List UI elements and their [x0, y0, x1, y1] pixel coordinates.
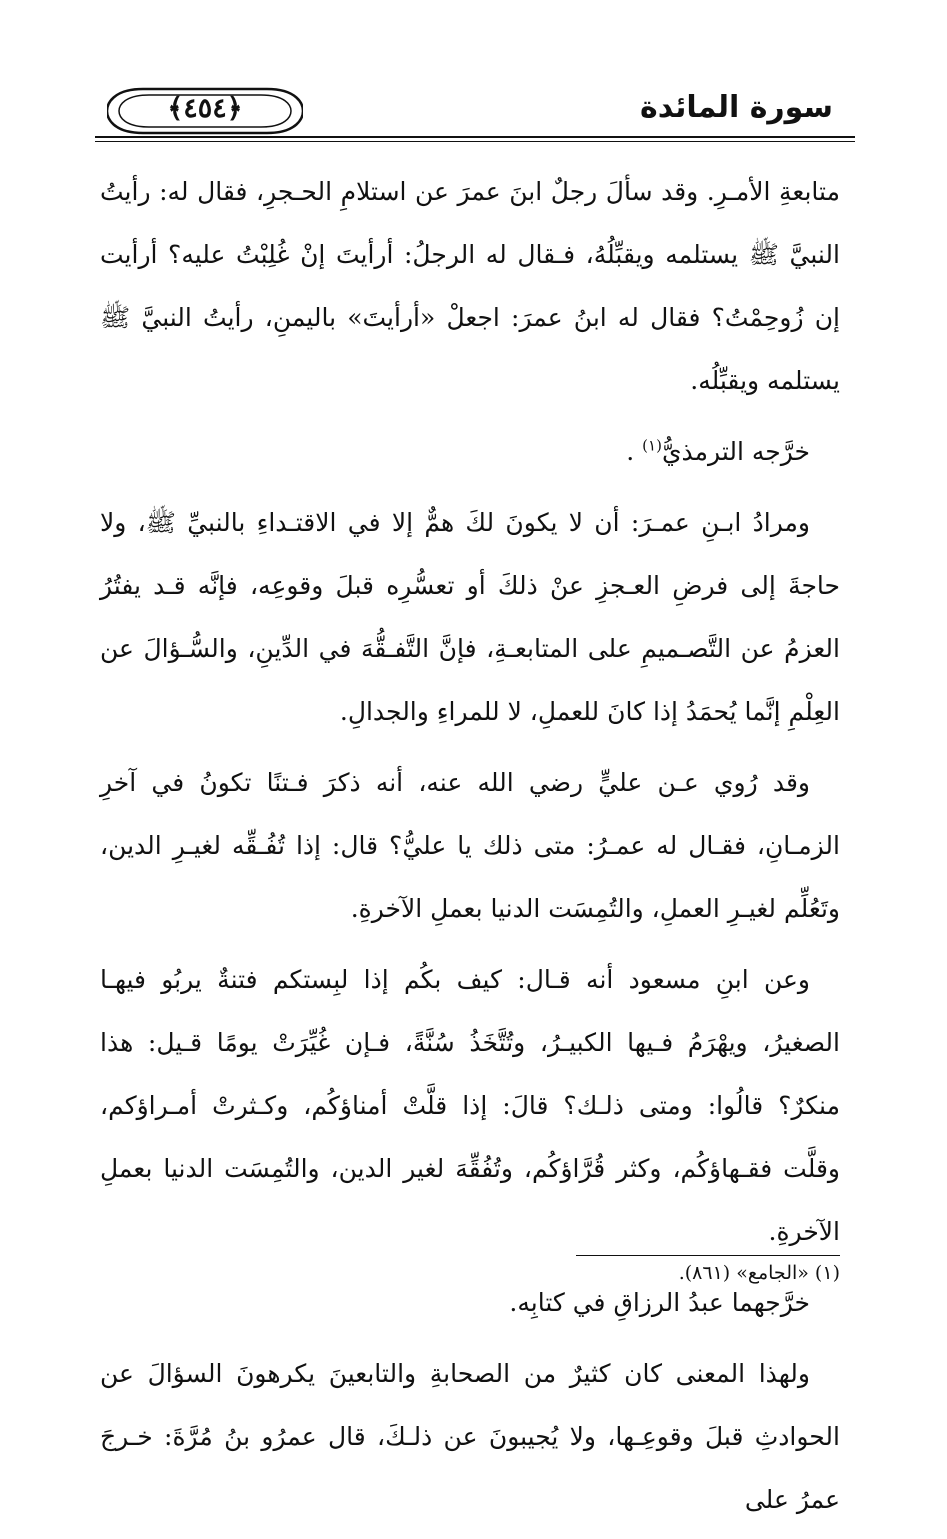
header-divider — [95, 136, 855, 138]
paragraph-citation: خرَّجه الترمذيُّ$^{(١)}$ . — [626, 436, 810, 466]
footnote-divider — [576, 1255, 840, 1256]
footnote: (١) «الجامع» (٨٦١). — [678, 1262, 840, 1284]
header-divider-thin — [95, 141, 855, 142]
paragraph: متابعةِ الأمـرِ. وقد سألَ رجلٌ ابنَ عمرَ عن استلامِ الحـجرِ، فقال له: رأيتُ النبيَّ ﷺ يستلمه ويقبِّلُهُ، فـقال له الرجلُ: أرأيتَ إنْ غُلِبْتُ عليه؟ أرأيت إن زُوحِمْتُ؟ فقال له ابنُ عمرَ: اجعلْ «أرأيتَ» باليمنِ، رأيتُ النبيَّ ﷺ يستلمه ويقبِّلُه. — [100, 177, 840, 395]
page-header — [95, 80, 855, 140]
paragraph: ولهذا المعنى كان كثيرٌ من الصحابةِ والتابعينَ يكرهونَ السؤالَ عن الحوادثِ قبلَ وقوعِـها، ولا يُجيبونَ عن ذلـكَ، قال عمرُو بنُ مُرَّةَ: خـرجَ عمرُ على — [100, 1359, 840, 1514]
paragraph: وعن ابنِ مسعود أنه قـال: كيف بكُم إذا لبِستكم فتنةٌ يربُو فيهـا الصغيرُ، ويهْرَمُ فـيها الكبيـرُ، وتُتَّخَذُ سُنَّةً، فـإن غُيِّرَتْ يومًا قـيل: هذا منكرٌ؟ قالُوا: ومتى ذلـك؟ قالَ: إذا قلَّتْ أمناؤكُم، وكـثرتْ أمـراؤكم، وقلَّت فقـهاؤكُم، وكثر قُرَّاؤكُم، وتُفُقِّهَ لغير الدين، والتُمِسَت الدنيا بعملِ الآخرةِ. — [100, 965, 840, 1246]
surah-title: سورة المائدة — [640, 90, 833, 125]
page-number-badge — [107, 86, 303, 136]
paragraph: وقد رُوي عـن عليٍّ رضي الله عنه، أنه ذكرَ فـتنًا تكونُ في آخرِ الزمـانِ، فقـال له عمـرُ: متى ذلك يا عليُّ؟ قال: إذا تُفُـقِّه لغيـرِ الدين، وتَعُلِّم لغيـرِ العملِ، والتُمِسَت الدنيا بعملِ الآخرةِ. — [100, 768, 840, 923]
footnote-reference: (١) — [642, 436, 662, 455]
paragraph: خرَّجهما عبدُ الرزاقِ في كتابِه. — [509, 1288, 810, 1317]
paragraph: ومرادُ ابـنِ عمـرَ: أن لا يكونَ لكَ همٌّ إلا في الاقتـداءِ بالنبيِّ ﷺ، ولا حاجةَ إلى فرضِ العـجزِ عنْ ذلكَ أو تعسُّرِه قبلَ وقوعِه، فإنَّه قـد يفتُرُ العزمُ عن التَّصـميمِ على المتابعـةِ، فإنَّ التَّفـقُّهَ في الدِّينِ، والسُّـؤالَ عن العِلْمِ إنَّما يُحمَدُ إذا كانَ للعملِ، لا للمراءِ والجدالِ. — [100, 508, 840, 726]
page-number: ﴿٤٥٤﴾ — [167, 93, 243, 124]
citation-text: خرَّجه الترمذيُّ — [661, 437, 810, 466]
main-text — [100, 160, 840, 1539]
